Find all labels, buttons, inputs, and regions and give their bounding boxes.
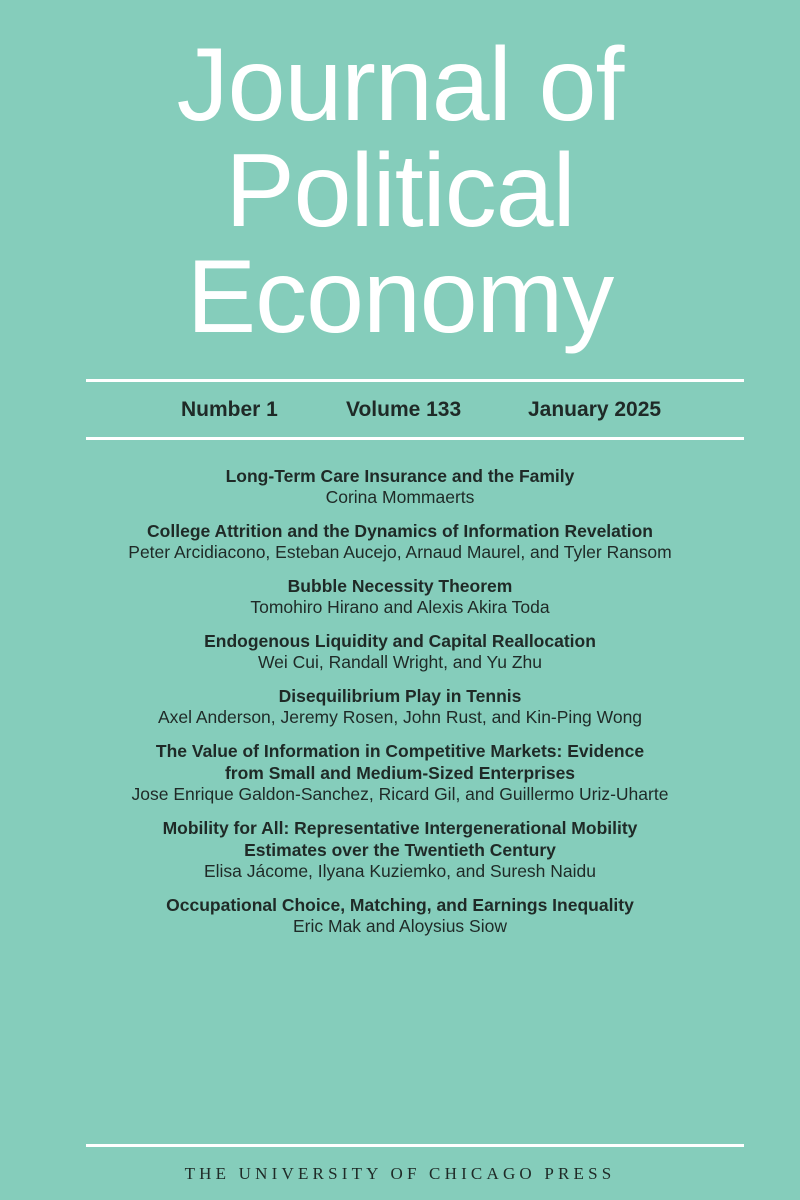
article-entry bbox=[0, 740, 800, 805]
journal-title-line: Journal of bbox=[176, 27, 624, 143]
publisher-name: THE UNIVERSITY OF CHICAGO PRESS bbox=[184, 1164, 616, 1183]
article-title-line: Endogenous Liquidity and Capital Reallocation bbox=[204, 631, 596, 651]
article-title-line: from Small and Medium-Sized Enterprises bbox=[224, 763, 576, 783]
article-title bbox=[0, 630, 800, 652]
article-title-line: Occupational Choice, Matching, and Earnings Inequality bbox=[166, 895, 634, 915]
article-title bbox=[0, 465, 800, 487]
article-authors: Wei Cui, Randall Wright, and Yu Zhu bbox=[257, 652, 543, 672]
issue-date: January 2025 bbox=[528, 398, 662, 421]
article-title-line: Mobility for All: Representative Intergenerational Mobility bbox=[162, 818, 638, 838]
article-entry bbox=[0, 465, 800, 508]
article-entry bbox=[0, 685, 800, 728]
article-authors: Axel Anderson, Jeremy Rosen, John Rust, and Kin-Ping Wong bbox=[157, 707, 643, 727]
issue-info bbox=[0, 398, 800, 426]
article-authors: Peter Arcidiacono, Esteban Aucejo, Arnaud Maurel, and Tyler Ransom bbox=[128, 542, 672, 562]
journal-title bbox=[0, 27, 800, 355]
bottom-divider bbox=[86, 1144, 744, 1147]
article-entry bbox=[0, 630, 800, 673]
article-authors: Elisa Jácome, Ilyana Kuziemko, and Suresh Naidu bbox=[203, 861, 596, 881]
article-entry bbox=[0, 575, 800, 618]
article-title-line: College Attrition and the Dynamics of Information Revelation bbox=[147, 521, 653, 541]
journal-title-line: Political bbox=[225, 133, 575, 249]
article-title bbox=[0, 520, 800, 542]
article-authors: Corina Mommaerts bbox=[325, 487, 475, 507]
issue-volume: Volume 133 bbox=[346, 398, 462, 421]
article-authors: Tomohiro Hirano and Alexis Akira Toda bbox=[250, 597, 550, 617]
issue-number: Number 1 bbox=[181, 398, 278, 421]
article-title bbox=[0, 817, 800, 861]
article-title-line: The Value of Information in Competitive Markets: Evidence bbox=[155, 741, 645, 761]
article-entry bbox=[0, 520, 800, 563]
article-entry bbox=[0, 817, 800, 882]
article-title-line: Long-Term Care Insurance and the Family bbox=[225, 466, 575, 486]
article-authors: Eric Mak and Aloysius Siow bbox=[293, 916, 507, 936]
article-title-line: Estimates over the Twentieth Century bbox=[244, 840, 556, 860]
article-title bbox=[0, 575, 800, 597]
article-title bbox=[0, 685, 800, 707]
article-entry bbox=[0, 894, 800, 937]
article-title bbox=[0, 894, 800, 916]
article-title bbox=[0, 740, 800, 784]
journal-title-line: Economy bbox=[186, 239, 614, 355]
article-authors: Jose Enrique Galdon-Sanchez, Ricard Gil, and Guillermo Uriz-Uharte bbox=[131, 784, 669, 804]
middle-divider bbox=[86, 437, 744, 440]
article-title-line: Disequilibrium Play in Tennis bbox=[278, 686, 522, 706]
top-divider bbox=[86, 379, 744, 382]
article-title-line: Bubble Necessity Theorem bbox=[287, 576, 513, 596]
table-of-contents bbox=[0, 465, 800, 949]
